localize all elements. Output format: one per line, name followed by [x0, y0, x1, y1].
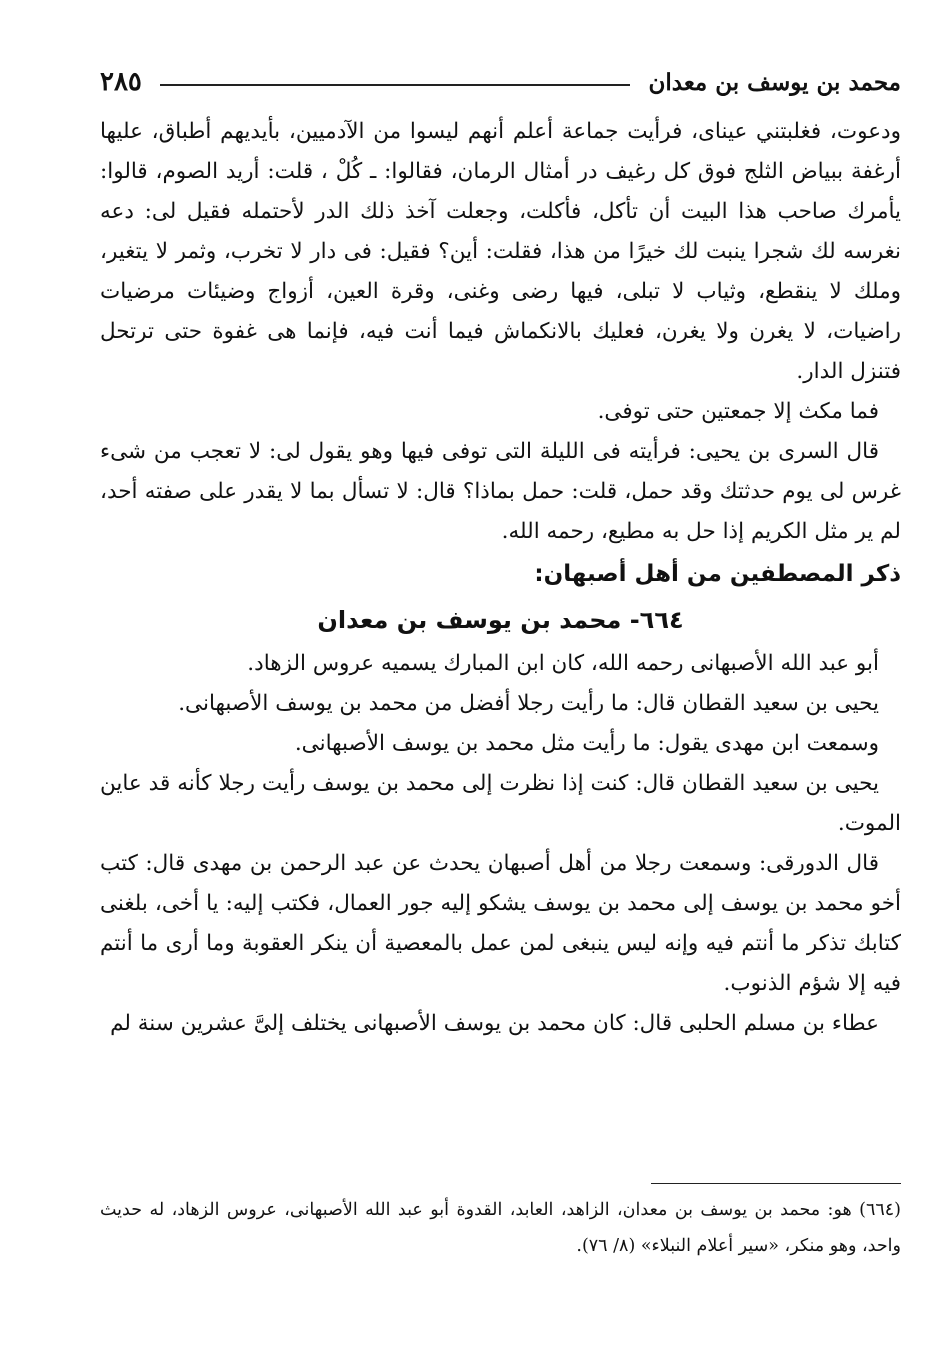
section-heading: ذكر المصطفين من أهل أصبهان: — [534, 561, 901, 587]
body-paragraph: قال السرى بن يحيى: فرأيته فى الليلة التى توفى فيها وهو يقول لى: لا تعجب من شىء غرس لى يوم حدثتك وقد حمل، قلت: حمل بماذا؟ قال: لا تسأل بما لا يقدر على صفته أحد، لم ير مثل الكريم إذا حل به مطيع، رحمه الله. — [100, 439, 901, 544]
biography-paragraph: وسمعت ابن مهدى يقول: ما رأيت مثل محمد بن يوسف الأصبهانى. — [294, 731, 879, 756]
header-rule — [160, 84, 631, 86]
body-paragraph: فما مكث إلا جمعتين حتى توفى. — [597, 399, 879, 424]
page-header — [100, 62, 901, 102]
footnote-rule — [651, 1183, 901, 1184]
biography-paragraph: قال الدورقى: وسمعت رجلا من أهل أصبهان يحدث عن عبد الرحمن بن مهدى قال: كتب أخو محمد بن يوسف إلى محمد بن يوسف يشكو إليه جور العمال، فكتب إليه: يا أخى، بلغنى كتابك تذكر ما أنتم فيه وإنه ليس ينبغى لمن عمل بالمعصية أن ينكر العقوبة وما أرى ما أنتم فيه إلا شؤم الذنوب. — [100, 851, 901, 996]
footnote: (٦٦٤) هو: محمد بن يوسف بن معدان، الزاهد، العابد، القدوة أبو عبد الله الأصبهانى، عروس الزهاد، له حديث واحد، وهو منكر، «سير أعلام النبلاء» (٨/ ٧٦). — [100, 1200, 901, 1256]
biography-title: ٦٦٤- محمد بن يوسف بن معدان — [317, 606, 684, 634]
running-title: محمد بن يوسف بن معدان — [648, 68, 901, 96]
biography-paragraph: عطاء بن مسلم الحلبى قال: كان محمد بن يوسف الأصبهانى يختلف إلىَّ عشرين سنة لم — [110, 1011, 879, 1036]
biography-paragraph: يحيى بن سعيد القطان قال: كنت إذا نظرت إلى محمد بن يوسف رأيت رجلا كأنه قد عاين الموت. — [100, 771, 901, 836]
page-body — [100, 112, 901, 1044]
biography-paragraph: أبو عبد الله الأصبهانى رحمه الله، كان ابن المبارك يسميه عروس الزهاد. — [247, 651, 879, 676]
biography-paragraph: يحيى بن سعيد القطان قال: ما رأيت رجلا أفضل من محمد بن يوسف الأصبهانى. — [178, 691, 879, 716]
body-paragraph: ودعوت، فغلبتني عيناى، فرأيت جماعة أعلم أنهم ليسوا من الآدميين، بأيديهم أطباق، عليها أرغفة ببياض الثلج فوق كل رغيف در أمثال الرمان، فقالوا: ـ كُلْ ، قلت: أريد الصوم، قالوا: يأمرك صاحب هذا البيت أن تأكل، فأكلت، وجعلت آخذ ذلك الدر لأحتمله فقيل لى: دعه نغرسه لك شجرا ينبت لك خيرًا من هذا، فقلت: أين؟ فقيل: فى دار لا تخرب، وثمر لا يتغير، وملك لا ينقطع، وثياب لا تبلى، فيها رضى وغنى، وقرة العين، أزواج وضيئات مرضيات راضيات، لا يغرن ولا يغرن، فعليك بالانكماش فيما أنت فيه، فإنما هى غفوة حتى ترتحل فتنزل الدار. — [100, 119, 901, 384]
page-number: ٢٨٥ — [100, 67, 142, 97]
